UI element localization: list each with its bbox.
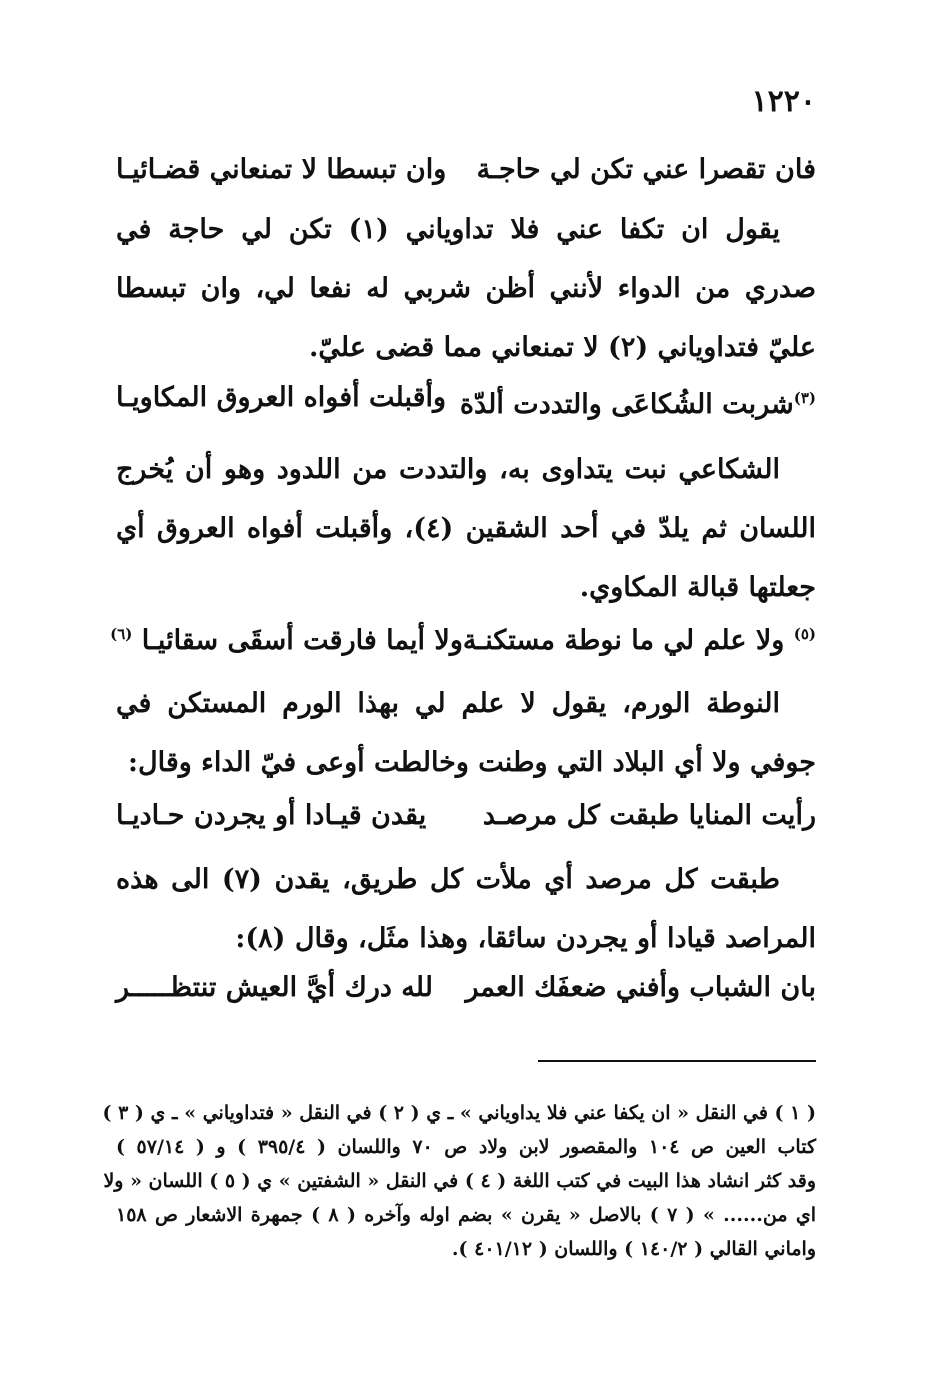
footnote-separator	[538, 1060, 816, 1062]
verse-second-hemistich: لله درك أيَّ العيش تنتظـــــر	[116, 972, 433, 1003]
footnote-marker: (٣)	[793, 389, 816, 407]
footnote-marker: (٥)	[793, 625, 816, 643]
commentary-paragraph: النوطة الورم، يقول لا علم لي بهذا الورم المستكن في جوفي ولا أي البلاد التي وطنت وخالطت أوعى فيّ الداء وقال:	[116, 688, 816, 778]
footnote-line: واماني القالي ( ١٤٠/٢ ) واللسان ( ٤٠١/١٢ ).	[451, 1238, 816, 1260]
footnote-line: ( ١ ) في النقل « ان يكفا عني فلا يداوياني » ـ ي ( ٢ ) في النقل « فتداوياني » ـ ي ( ٣ )	[102, 1102, 816, 1124]
footnotes	[102, 1096, 817, 1266]
commentary-paragraph: الشكاعي نبت يتداوى به، والتددت من اللدود وهو أن يُخرج اللسان ثم يلدّ في أحد الشقين (٤)، وأقبلت أفواه العروق أي جعلتها قبالة المكاوي.	[116, 454, 816, 603]
footnote-marker: (٦)	[110, 625, 133, 643]
commentary-paragraph: طبقت كل مرصد أي ملأت كل طريق، يقدن (٧) الى هذه المراصد قيادا أو يجردن سائقا، وهذا مثَل، وقال (٨):	[116, 864, 816, 954]
verse-second-hemistich: وأقبلت أفواه العروق المكاويـا	[116, 382, 447, 413]
verse-first-hemistich: بان الشباب وأفني ضعفَك العمر	[465, 972, 816, 1003]
verse-text: ولا أيما فارقت أسقَى سقائيـا	[141, 625, 463, 656]
verse-first-hemistich	[463, 614, 816, 661]
verse-first-hemistich	[460, 378, 816, 425]
verse-second-hemistich	[110, 614, 463, 661]
verse-line	[110, 614, 816, 661]
verse-first-hemistich: فان تقصرا عني تكن لي حاجـة	[476, 154, 816, 185]
verse-second-hemistich: يقدن قيـادا أو يجردن حـاديـا	[116, 800, 427, 831]
verse-second-hemistich: وان تبسطا لا تمنعاني قضـائيـا	[116, 154, 447, 185]
verse-line	[116, 150, 816, 190]
footnote-line: اي من...... » ( ٧ ) بالاصل « يقرن » بضم اوله وآخره ( ٨ ) جمهرة الاشعار ص ١٥٨	[116, 1204, 817, 1226]
verse-text: شربت الشُكاعَى والتددت ألدّة	[459, 389, 794, 420]
verse-first-hemistich: رأيت المنايا طبقت كل مرصـد	[482, 800, 816, 831]
verse-line	[116, 968, 816, 1008]
commentary-paragraph: يقول ان تكفا عني فلا تداوياني (١) تكن لي حاجة في صدري من الدواء لأنني أظن شربي له نفعا لي، وان تبسطا عليّ فتداوياني (٢) لا تمنعاني مما قضى عليّ.	[116, 214, 816, 363]
footnote-line: كتاب العين ص ١٠٤ والمقصور لابن ولاد ص ٧٠ واللسان ( ٣٩٥/٤ ) و ( ٥٧/١٤ )	[116, 1136, 816, 1158]
verse-text: ولا علم لي ما نوطة مستكنـة	[462, 625, 785, 656]
footnote-line: وقد كثر انشاد هذا البيت في كتب اللغة ( ٤ ) في النقل « الشفتين » ي ( ٥ ) اللسان « ولا	[103, 1170, 816, 1192]
verse-line	[116, 378, 816, 425]
page-number: ١٢٢٠	[751, 84, 816, 119]
verse-line	[116, 796, 816, 836]
